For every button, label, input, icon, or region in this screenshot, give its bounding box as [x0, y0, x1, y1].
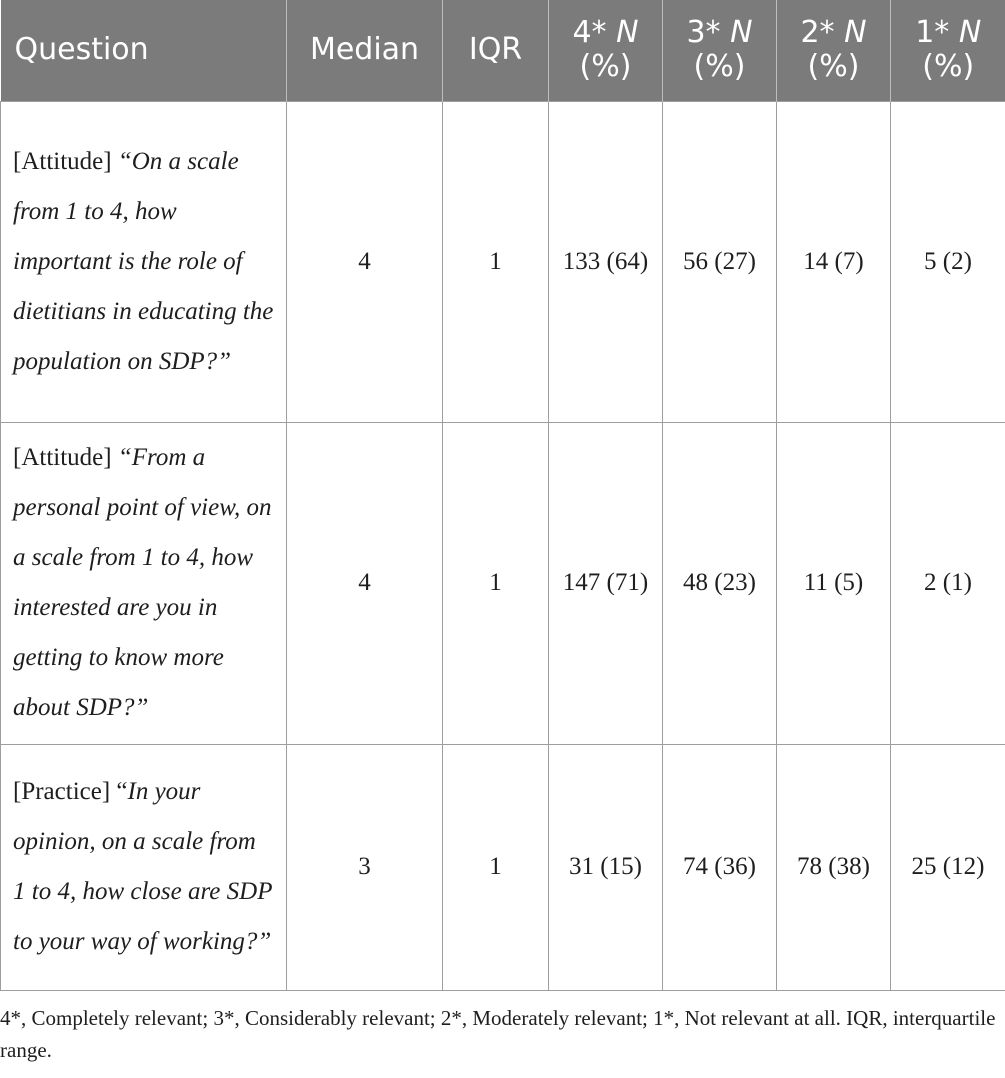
- table-header-row: [1, 0, 1005, 101]
- header-iqr: IQR: [443, 0, 549, 101]
- question-cell: [Attitude] “On a scale from 1 to 4, how important is the role of dietitians in educating the population on SDP?”: [1, 101, 287, 422]
- header-1star: 1* N (%): [891, 0, 1005, 101]
- table-row: [1, 744, 1005, 990]
- question-cell: [Attitude] “From a personal point of view, on a scale from 1 to 4, how interested are you in getting to know more about SDP?”: [1, 422, 287, 744]
- iqr-cell: 1: [443, 422, 549, 744]
- header-median: Median: [287, 0, 443, 101]
- question-cell: [Practice] “In your opinion, on a scale from 1 to 4, how close are SDP to your way of working?”: [1, 744, 287, 990]
- median-cell: 3: [287, 744, 443, 990]
- iqr-cell: 1: [443, 101, 549, 422]
- table-footnote: 4*, Completely relevant; 3*, Considerably relevant; 2*, Moderately relevant; 1*, Not relevant at all. IQR, interquartile range.: [0, 1006, 996, 1062]
- header-4star: 4* N (%): [549, 0, 663, 101]
- median-cell: 4: [287, 101, 443, 422]
- header-question: Question: [1, 0, 287, 101]
- count-1star-cell: 2 (1): [891, 422, 1005, 744]
- count-4star-cell: 133 (64): [549, 101, 663, 422]
- table-row: [1, 422, 1005, 744]
- count-1star-cell: 25 (12): [891, 744, 1005, 990]
- count-3star-cell: 56 (27): [663, 101, 777, 422]
- table-row: [1, 101, 1005, 422]
- count-3star-cell: 48 (23): [663, 422, 777, 744]
- count-4star-cell: 31 (15): [549, 744, 663, 990]
- count-2star-cell: 11 (5): [777, 422, 891, 744]
- median-cell: 4: [287, 422, 443, 744]
- count-1star-cell: 5 (2): [891, 101, 1005, 422]
- header-3star: 3* N (%): [663, 0, 777, 101]
- header-2star: 2* N (%): [777, 0, 891, 101]
- count-2star-cell: 78 (38): [777, 744, 891, 990]
- count-2star-cell: 14 (7): [777, 101, 891, 422]
- count-3star-cell: 74 (36): [663, 744, 777, 990]
- count-4star-cell: 147 (71): [549, 422, 663, 744]
- iqr-cell: 1: [443, 744, 549, 990]
